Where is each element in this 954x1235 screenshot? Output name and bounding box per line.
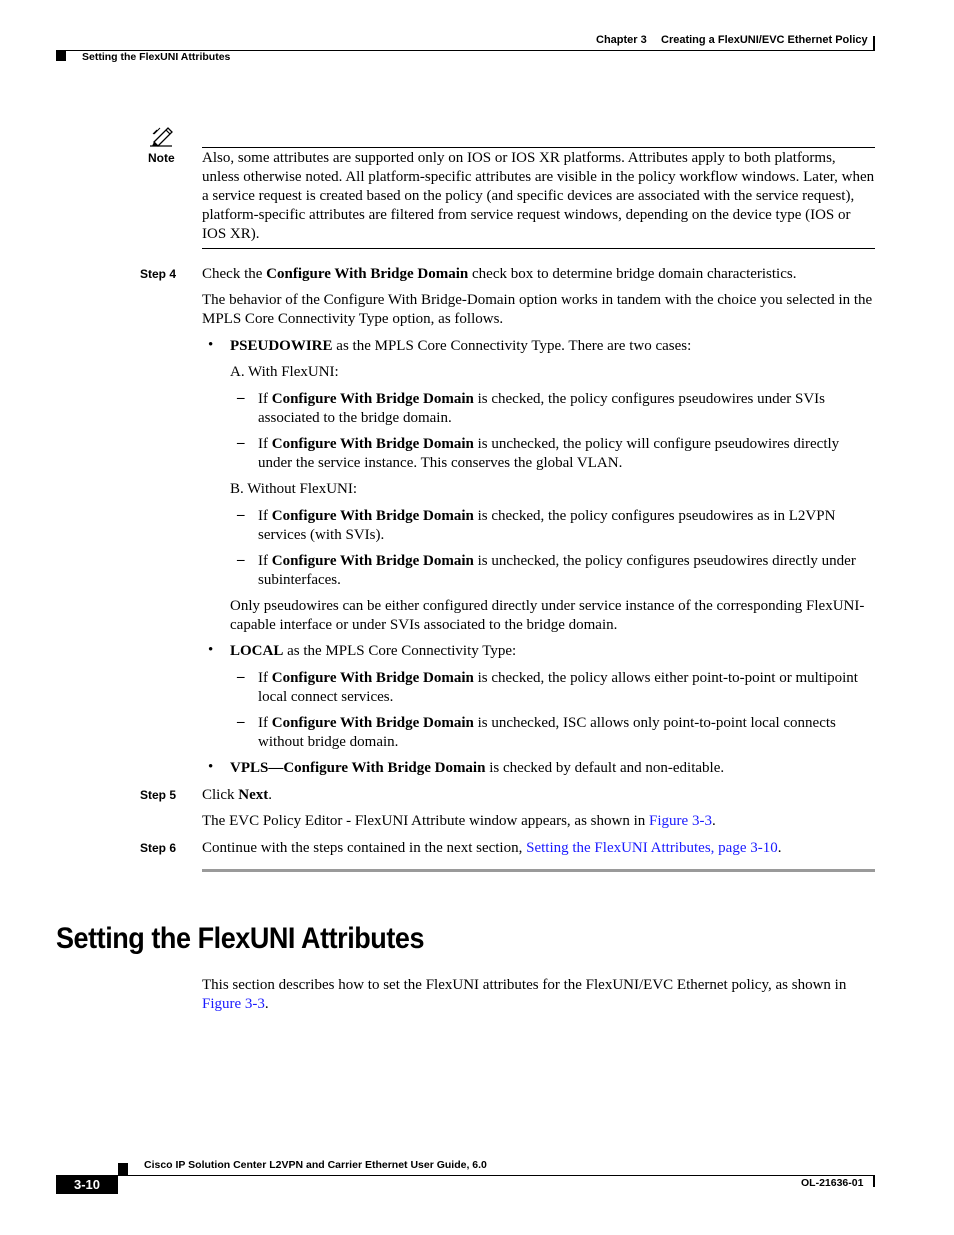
section-paragraph: This section describes how to set the FlexUNI attributes for the FlexUNI/EVC Ethernet policy, as shown in Figure 3-3.: [202, 977, 847, 1012]
dash: –: [237, 669, 245, 685]
step-6-instruction: Continue with the steps contained in the next section, Setting the FlexUNI Attributes, page 3-10.: [202, 840, 782, 856]
step-5-label: Step 5: [140, 788, 177, 802]
step-4-instruction: Check the Configure With Bridge Domain check box to determine bridge domain characteristics.: [202, 266, 797, 282]
footer-block-marker: [118, 1163, 128, 1175]
case-b-item-2: If Configure With Bridge Domain is unchecked, the policy configures pseudowires directly under subinterfaces.: [258, 553, 856, 588]
figure-3-3-link[interactable]: Figure 3-3: [649, 813, 712, 829]
dash: –: [237, 714, 245, 730]
note-bottom-rule: [202, 248, 875, 249]
note-label: Note: [148, 151, 175, 165]
section-link[interactable]: Setting the FlexUNI Attributes, page 3-10: [526, 840, 778, 856]
header-section: Setting the FlexUNI Attributes: [82, 51, 231, 63]
local-item-1: If Configure With Bridge Domain is checked, the policy allows either point-to-point or multipoint local connect services.: [258, 670, 858, 705]
page-number: 3-10: [73, 1177, 101, 1192]
pseudowire-item: PSEUDOWIRE as the MPLS Core Connectivity Type. There are two cases:: [230, 338, 692, 354]
dash: –: [237, 390, 245, 406]
pencil-note-icon: [148, 124, 176, 148]
step-4-paragraph: The behavior of the Configure With Bridge-Domain option works in tandem with the choice you selected in the MPLS Core Connectivity Type option, as follows.: [202, 292, 873, 327]
bullet: •: [208, 759, 214, 775]
header-vertical-bar: [873, 36, 875, 50]
local-item-2: If Configure With Bridge Domain is unchecked, ISC allows only point-to-point local connects without bridge domain.: [258, 715, 836, 750]
case-b-label: B. Without FlexUNI:: [230, 481, 358, 497]
procedure-end-rule: [202, 869, 875, 872]
only-pseudowires-paragraph: Only pseudowires can be either configured directly under service instance of the corresponding FlexUNI-capable interface or under SVIs associated to the bridge domain.: [230, 598, 865, 633]
header-chapter-title: Creating a FlexUNI/EVC Ethernet Policy: [661, 34, 868, 46]
case-a-item-2: If Configure With Bridge Domain is unchecked, the policy will configure pseudowires directly under the service instance. This conserves the global VLAN.: [258, 436, 840, 471]
dash: –: [237, 552, 245, 568]
header-chapter: Chapter 3: [596, 34, 647, 46]
step-5-paragraph: The EVC Policy Editor - FlexUNI Attribute window appears, as shown in Figure 3-3.: [202, 813, 716, 829]
case-a-label: A. With FlexUNI:: [230, 364, 339, 380]
step-6-label: Step 6: [140, 841, 177, 855]
header-block-marker: [56, 51, 66, 61]
bullet: •: [208, 337, 214, 353]
section-title: Setting the FlexUNI Attributes: [56, 922, 425, 955]
bullet: •: [208, 642, 214, 658]
footer-doc-id: OL-21636-01: [801, 1177, 864, 1189]
footer-rule: [56, 1175, 875, 1176]
figure-3-3-link[interactable]: Figure 3-3: [202, 996, 265, 1012]
note-text: Also, some attributes are supported only on IOS or IOS XR platforms. Attributes apply to both platforms, unless otherwise noted. All platform-specific attributes are visible in the policy workflow windows. Later, when a service request is created based on the policy (and specific devices are associated with the service request), platform-specific attributes are filtered from service request windows, depending on the device type (IOS or IOS XR).: [202, 150, 875, 242]
note-top-rule: [202, 147, 875, 148]
local-item: LOCAL as the MPLS Core Connectivity Type:: [230, 643, 517, 659]
dash: –: [237, 507, 245, 523]
footer-book-title: Cisco IP Solution Center L2VPN and Carrier Ethernet User Guide, 6.0: [144, 1159, 487, 1171]
dash: –: [237, 435, 245, 451]
vpls-item: VPLS—Configure With Bridge Domain is checked by default and non-editable.: [230, 760, 725, 776]
step-5-instruction: Click Next.: [202, 787, 272, 803]
case-b-item-1: If Configure With Bridge Domain is checked, the policy configures pseudowires as in L2VPN services (with SVIs).: [258, 508, 836, 543]
step-4-label: Step 4: [140, 267, 177, 281]
footer-vertical-bar: [873, 1175, 875, 1187]
case-a-item-1: If Configure With Bridge Domain is checked, the policy configures pseudowires under SVIs associated to the bridge domain.: [258, 391, 826, 426]
